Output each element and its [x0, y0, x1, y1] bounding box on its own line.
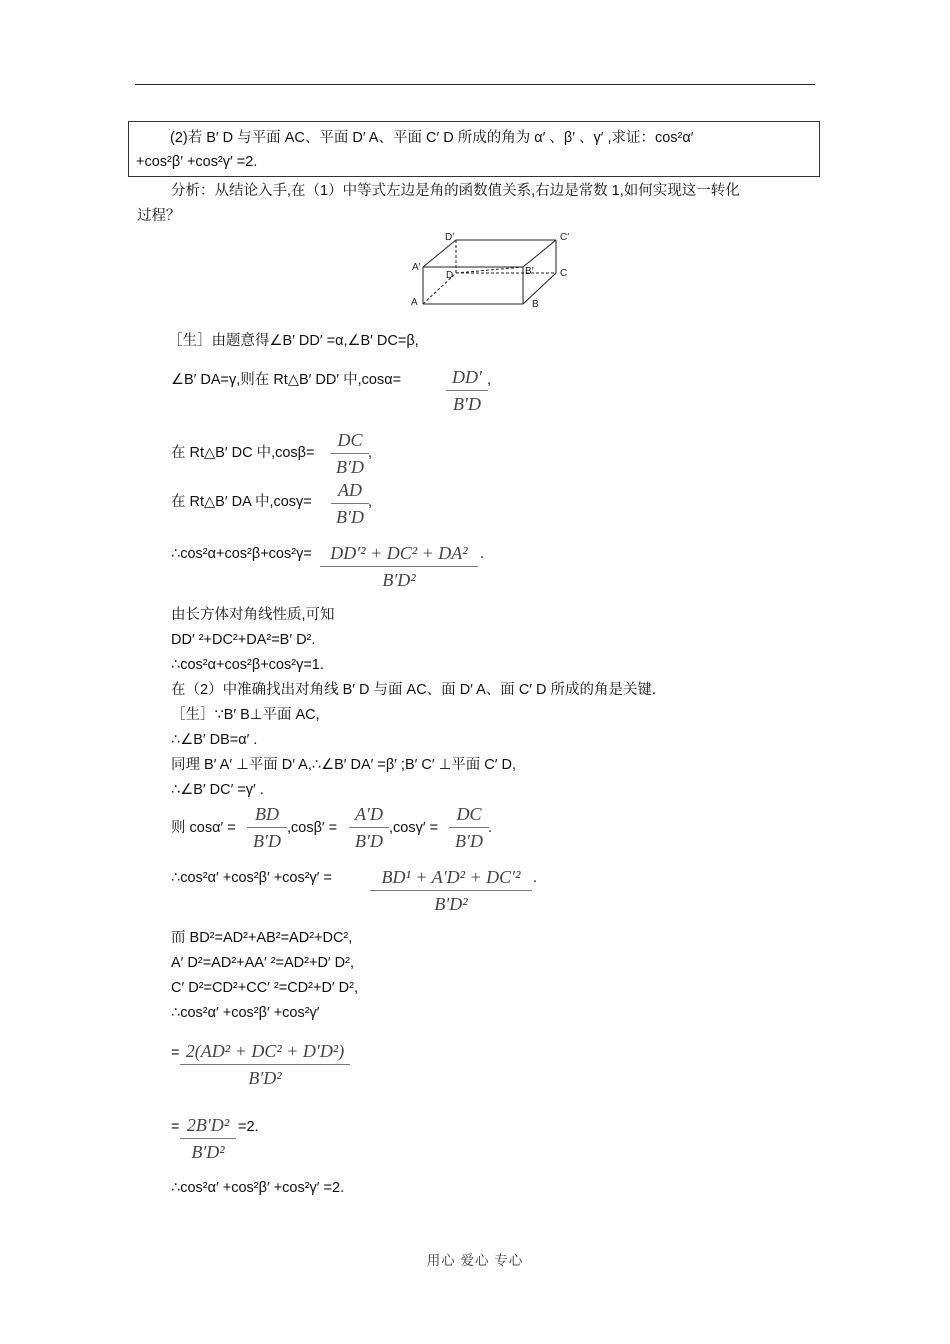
- label-c: C: [560, 268, 568, 279]
- fraction-ad-prime-over-bd: A′D B′D: [349, 803, 389, 852]
- problem-line-2: +cos²β′ +cos²γ′ =2.: [136, 154, 258, 170]
- analysis-line-1: 分析：从结论入手,在（1）中等式左边是角的函数值关系,右边是常数 1,如何实现这一转化: [171, 183, 740, 199]
- line-key-point: 在（2）中准确找出对角线 B′ D 与面 AC、面 D′ A、面 C′ D 所成的角是关键.: [171, 682, 657, 698]
- fraction-two-times-sum: 2(AD² + DC² + D′D²) B′D²: [180, 1040, 350, 1089]
- fraction-dd-over-bd: DD′ B′D: [446, 366, 488, 415]
- fraction-dc-over-bd-2: DC B′D: [449, 803, 489, 852]
- line-cd-prime-squared: C′ D²=CD²+CC′ ²=CD²+D′ D²,: [171, 980, 358, 996]
- line-sum-primes-2: ∴cos²α′ +cos²β′ +cos²γ′: [171, 1005, 320, 1021]
- line-bd-squared: 而 BD²=AD²+AB²=AD²+DC²,: [171, 930, 353, 946]
- fraction-prime-sum-over-bd2: BD¹ + A′D² + DC′² B′D²: [370, 866, 532, 915]
- line-angle-gamma: ∴∠B′ DC′ =γ′ .: [171, 782, 264, 798]
- label-b: B: [532, 299, 539, 310]
- label-c-prime: C′: [560, 232, 570, 243]
- line-sum-is-one: ∴cos²α+cos²β+cos²γ=1.: [171, 657, 324, 673]
- label-b-prime: B′: [525, 266, 534, 277]
- page-footer: 用心 爱心 专心: [426, 1253, 524, 1268]
- line-cos-primes: 则 cosα′ =: [171, 820, 236, 836]
- line-angle-alpha: ∴∠B′ DB=α′ .: [171, 732, 258, 748]
- fraction-bd-over-bd: BD B′D: [247, 803, 287, 852]
- label-a-prime: A′: [412, 262, 421, 273]
- label-a: A: [411, 297, 418, 308]
- fraction-ad-over-bd: AD B′D: [331, 479, 369, 528]
- analysis-line-2: 过程？: [137, 208, 181, 224]
- label-d-prime: D′: [445, 232, 455, 243]
- line-perp: ［生］∵B′ B⊥平面 AC,: [171, 707, 320, 723]
- cuboid-figure: [405, 228, 585, 312]
- line-diagonal-eq: DD′ ²+DC²+DA²=B′ D².: [171, 632, 316, 648]
- line-conclusion: ∴cos²α′ +cos²β′ +cos²γ′ =2.: [171, 1180, 345, 1196]
- fraction-two-bd2-over-bd2: 2B′D² B′D²: [180, 1114, 236, 1163]
- line-ad-prime-squared: A′ D²=AD²+AA′ ²=AD²+D′ D²,: [171, 955, 354, 971]
- label-d: D: [446, 270, 454, 281]
- line-cos-alpha: ∠B′ DA=γ,则在 Rt△B′ DD′ 中,cosα=: [171, 372, 402, 388]
- line-given: ［生］由题意得∠B′ DD′ =α,∠B′ DC=β,: [168, 333, 419, 349]
- line-cos-beta: 在 Rt△B′ DC 中,cosβ=: [171, 445, 315, 461]
- problem-line-1: (2)若 B′ D 与平面 AC、平面 D′ A、平面 C′ D 所成的角为 α′ 、β′ 、γ′ ,求证：cos²α′: [170, 130, 694, 146]
- header-rule: [135, 84, 815, 85]
- fraction-dc-over-bd: DC B′D: [331, 429, 369, 478]
- problem-box: [128, 121, 820, 177]
- line-diagonal-property: 由长方体对角线性质,可知: [171, 607, 335, 623]
- line-cos-gamma: 在 Rt△B′ DA 中,cosγ=: [171, 494, 312, 510]
- fraction-sum-over-bd2: DD′² + DC² + DA² B′D²: [320, 542, 478, 591]
- line-sum-cos: ∴cos²α+cos²β+cos²γ=: [171, 546, 312, 562]
- line-sum-primes: ∴cos²α′ +cos²β′ +cos²γ′ =: [171, 870, 333, 886]
- line-similarly: 同理 B′ A′ ⊥平面 D′ A,∴∠B′ DA′ =β′ ;B′ C′ ⊥平面 C′ D,: [171, 757, 516, 773]
